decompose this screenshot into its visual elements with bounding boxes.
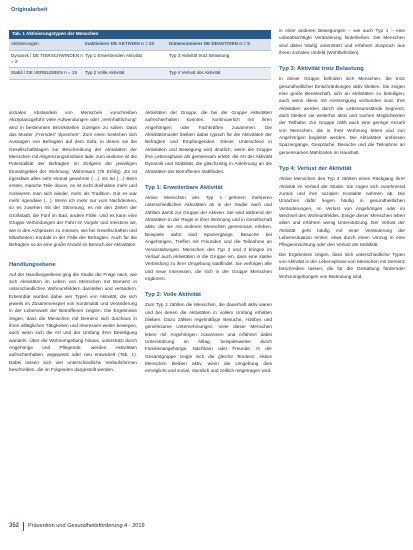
paragraph: Aktive Menschen des Typ 1 gehören mehreren unterschiedlichen Aktivitäten an in der Studie nach und zählten damit zur Gruppe der Aktiven. Sie sind während der Aktivitäten in der Regel in ihrer Wohnung und in Gesellschaft aktiv, die sie mit anderen Menschen gemeinsam erleben. Beispiele dafür sind Spaziergänge, Besuche bei Angehörigen, Treffen mit Freunden und die Teilnahme an Veranstaltungen. Menschen des Typ 2 und 3 bringen im Verlauf auch Aktivitäten in die Gruppe ein, dass eine starke Verbindung zu ihrer Umgebung stattfindet. Sie verfolgen alte und neue Interessen, die sich in der Gruppe Menschen ergänzen. xyxy=(145,195,272,281)
page-number: 352 xyxy=(9,522,20,529)
table-row xyxy=(9,68,271,80)
column-2 xyxy=(145,109,272,519)
paragraph: Aktivitäten der Gruppe, die bei der Gruppe Aktivitäten aufrechterhalten konnten, kontinuierlich mit ihren Angehörigen oder Fachkräften zusammen. Die Aktivitätsmuster bleiben dabei typisch für die Aktivitäten der Befragten und Empfangenden. Dieser Unterschied in Aktivitäten und Bewegung wird deutlich, wenn die Gruppe ihre Lebensphase als gemeinsam erlebt: die Art der Aktivität Dynamik und Stabilität, die gleichzeitig in Anlehnung an die Aktivitäten der Betroffenen stattfinden. xyxy=(145,110,272,174)
table-cell: Stabil / DE VERBLEIBEN n = 15 xyxy=(11,70,78,76)
section-label: Originalarbeit xyxy=(9,6,49,15)
table-cell: Dynamik / DE TIERSCHWINDEN n = 2 xyxy=(11,52,83,64)
footer-divider xyxy=(23,522,24,531)
table-header-cell: Dimensionierer DE DEAKTIVEN n = 5 xyxy=(169,41,250,46)
table-header-cell: Aktivierungen xyxy=(11,41,39,46)
paragraph: Auf der Handlungsebene ging die Studie der Frage nach, wie sich Aktivitäten im Leben von Menschen mit Demenz in unterschiedlichen Wohnumfeldern darstellen und verändern. Erkennbar wurden dabei vier Typen von Aktivität, die sich jeweils im Zusammenspiel von Kontinuität und Veränderung in der Lebenswelt der Betroffenen zeigten. Die Ergebnisse zeigen, dass die Menschen mit Demenz sich durchaus in ihren alltäglichen Tätigkeiten und Interessen weiter bewegen, auch wenn sich die Art und der Umfang ihrer Beteiligung wandeln. Über die Wohnumgebung hinaus, unterstützt durch Angehörige und Pflegende, werden Aktivitäten aufrechterhalten, angepasst oder neu entwickelt (Tab. 1). Dabei lassen sich vier unterschiedliche Verlaufsformen beschreiben, die im Folgenden dargestellt werden. xyxy=(9,271,137,372)
section-heading: Typ 2: Volle Aktivität xyxy=(145,292,201,299)
table-cell: Typ 1 Erwerbenden Aktivität xyxy=(85,52,142,58)
column-1 xyxy=(9,109,137,519)
typology-table xyxy=(9,30,271,80)
table-header-cell: Inaktivierer DE AKTIVIEN n = 22 xyxy=(85,41,155,46)
paragraph: Zum Typ 2 zählten die Menschen, die dauerhaft aktiv waren und bei denen die Aktivitäten in vollem Umfang erhalten blieben. Dazu zählen regelmäßige Besuche, Hobbys und gemeinsame Unternehmungen. Viele dieser Menschen leben mit Angehörigen zusammen und erfahren dabei Unterstützung im Alltag, beispielsweise durch Familienangehörige, Nachbarn oder Freunde. In der Gesamtgruppe zeigte sich die gleiche Tendenz: Aktive Menschen bleiben aktiv, wenn die Umgebung dies ermöglicht und sozial, räumlich und zeitlich mitgetragen wird. xyxy=(145,302,272,374)
paragraph: Aktive Menschen des Typ 4 zählten einen Rückgang ihrer Aktivität im Verlauf der Studie. Sie zogen sich zunehmend zurück und ihre sozialen Kontakte nahmen ab. Die Ursachen dafür liegen häufig in gesundheitlichen Veränderungen, im Verlust von Angehörigen oder im Wechsel des Wohnumfeldes. Einige dieser Menschen leben allein und erfahren wenig Unterstützung. Der Verlust der Aktivität geht häufig mit einer Veränderung der Lebenssituation einher, etwa durch einen Umzug in eine Pflegeeinrichtung oder den Verlust der Mobilität. xyxy=(279,176,405,248)
column-3 xyxy=(279,27,405,519)
section-heading: Typ 4: Verlust der Aktivität xyxy=(279,166,352,173)
table-cell: Typ 2 Volle Aktivität xyxy=(85,70,125,76)
table-header-row xyxy=(9,39,271,51)
section-heading: Handlungsebene xyxy=(9,261,56,268)
journal-citation: Prävention und Gesundheitsförderung 4 · 2019 xyxy=(28,522,145,529)
paragraph: In dieser Gruppe befinden sich Menschen, die trotz gesundheitlicher Einschränkungen aktiv bleiben. Sie zeigen eine große Bereitschaft, sich an Aktivitäten zu beteiligen, auch wenn diese mit Anstrengung verbunden sind. Ihre Aktivitäten werden durch die Lebensumstände begrenzt, doch bleiben sie weiterhin aktiv und suchen Möglichkeiten der Teilhabe. Zur Gruppe zählt auch eine geringe Anzahl von Menschen, die in ihrer Wohnung leben und von Angehörigen begleitet werden. Die Aktivitäten umfassen Spaziergänge, Gespräche, Besuche und die Teilnahme an gemeinsamen Mahlzeiten im Haushalt. xyxy=(279,76,405,155)
section-heading: Typ 3: Aktivität trotz Belastung xyxy=(279,66,364,73)
paragraph: in einer anderen Bewegungen – wie auch Typ 1 – eine unbeabsichtigte Veränderung hinterließen. Die Menschen sind dabei häufig unterstützt und erfahren Zuspruch aus ihrem sozialen Umfeld (Wohlbefinden). xyxy=(279,28,405,56)
article-body xyxy=(9,27,405,550)
paragraph: soziales Abstandeln von Menschen vorschreiben Akzeptanzgefühl: viele Aufwendungen oder „Verinhaltlichung“ wird in bestimmten Bezirkstellen zuzeigen zu sollen. Dass das Muster „Fremdes“ Sprechen“. Zum einen bestehen sich Aussagen von Befragten auf dem Sofa, in denen sie die Gesellschaftslagen zur Beschreibung der Aktivitäten der Menschen mit Abgrenzungsmotiven lade, zum anderen ist die Potentialität der Befragten im Zeitgeist der jeweiligen Einsatzgebiet der Wohnung. Wohnraum (75 Erfolg) „Es ist irgendwie alles sehr einmal gewohnte (…). Es tut (…) Beim ersten, manche Teile davon, es ist nicht dreihaben mehr und motivieren man sich wieder, mehr als Tradition. Gut es war mehr irgendwie (…). Wenn ich mehr nur vom Nachdenken, so es zusehen mit der Stimmung, es mit den Zeiten der Großstadt, die Fünf im Bad, andere Fälle. Und es kann eine Gruppe Verbindungen der Fahrt im Vorjahr und meistens wir, wie in den Arztpraxen zu müssen, wie bei Gesellschaften und Mitarbeitern Kontakt in der Fälle der Befragten. Auch für die Befragten so an eine große Anzahl im Bereich der Aktivitäten. xyxy=(9,110,137,248)
table-row xyxy=(9,51,271,69)
table-caption: Tab. 1 Aktivierungstypen der Menschen xyxy=(9,30,271,39)
page-footer xyxy=(9,522,405,531)
table-cell: Typ 4 Verlust der Aktivität xyxy=(169,70,221,76)
section-heading: Typ 1: Erweiterbare Aktivität xyxy=(145,185,223,192)
paragraph: Die Ergebnisse zeigen, dass sich unterschiedliche Typen von Aktivität in der Lebensphase von Menschen mit Demenz beschreiben lassen, die für die Gestaltung fördernder Wohnumgebungen von Bedeutung sind. xyxy=(279,251,405,279)
table-cell: Typ 3 Aktivität trotz Belastung xyxy=(169,52,230,58)
